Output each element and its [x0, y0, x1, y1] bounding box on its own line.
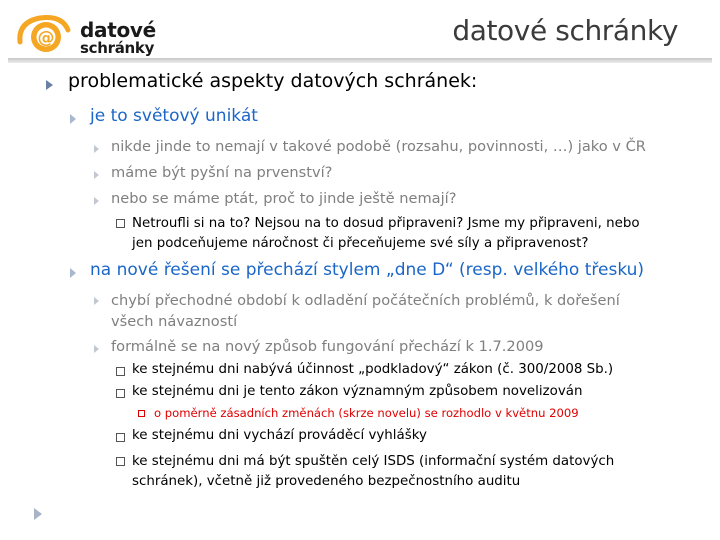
checkbox-bullet-icon: [116, 389, 125, 398]
bullet-triangle-icon: [70, 268, 76, 278]
bullet-level1: [46, 70, 477, 92]
bullet-triangle-icon: [46, 80, 53, 90]
logo-text-line1: datové: [80, 18, 156, 42]
bullet-text: ke stejnému dni nabývá účinnost „podkladový“ zákon (č. 300/2008 Sb.): [132, 362, 614, 377]
bullet-text: ke stejnému dni je tento zákon významným způsobem novelizován: [132, 384, 583, 399]
logo: [14, 12, 154, 60]
bullet-text-continuation: jen podceňujeme náročnost či přeceňujeme své síly a připravenost?: [132, 236, 589, 251]
bullet-level2: [70, 260, 644, 280]
bullet-level3: [94, 190, 456, 207]
bullet-level3: [94, 290, 620, 332]
at-sign-icon: [14, 12, 76, 56]
page-title: datové schránky: [452, 14, 678, 47]
bullet-text: chybí přechodné období k odladění počátečních problémů, k dořešení: [111, 292, 620, 309]
bullet-text: formálně se na nový způsob fungování přechází k 1.7.2009: [111, 338, 544, 355]
slide-nav-triangle-icon: [34, 508, 42, 520]
bullet-triangle-icon: [94, 171, 99, 179]
checkbox-bullet-icon: [116, 367, 125, 376]
svg-text:@: @: [37, 28, 55, 48]
bullet-triangle-icon: [94, 345, 99, 353]
bullet-level3: [94, 138, 646, 155]
bullet-text: ke stejnému dni má být spuštěn celý ISDS (informační systém datových: [132, 454, 615, 469]
bullet-level4: [116, 428, 427, 443]
bullet-level4: [116, 384, 582, 399]
checkbox-bullet-icon: [138, 410, 145, 417]
bullet-text: ke stejnému dni vychází prováděcí vyhlášky: [132, 428, 427, 443]
bullet-level4: [116, 214, 640, 254]
bullet-level4: [116, 452, 614, 492]
bullet-triangle-icon: [94, 145, 99, 153]
bullet-text-continuation: všech návazností: [111, 313, 238, 330]
bullet-text-continuation: schránek), včetně již provedeného bezpečnostního auditu: [132, 474, 521, 489]
checkbox-bullet-icon: [116, 457, 125, 466]
bullet-level4: [116, 362, 613, 377]
bullet-text: Netroufli si na to? Nejsou na to dosud připraveni? Jsme my připraveni, nebo: [132, 216, 640, 231]
bullet-text: nebo se máme ptát, proč to jinde ještě nemají?: [111, 190, 457, 207]
checkbox-bullet-icon: [116, 219, 125, 228]
logo-text-line2: schránky: [80, 39, 155, 57]
bullet-text: na nové řešení se přechází stylem „dne D“ (resp. velkého třesku): [90, 260, 645, 280]
bullet-text: máme být pyšní na prvenství?: [111, 164, 333, 181]
header-divider: [8, 58, 712, 63]
bullet-triangle-icon: [94, 197, 99, 205]
bullet-triangle-icon: [70, 114, 76, 124]
bullet-text: o poměrně zásadních změnách (skrze novelu) se rozhodlo v květnu 2009: [154, 406, 579, 420]
bullet-level5: [138, 406, 579, 420]
bullet-level3: [94, 164, 332, 181]
bullet-text: je to světový unikát: [90, 106, 258, 126]
bullet-text: problematické aspekty datových schránek:: [68, 70, 478, 92]
bullet-level2: [70, 106, 258, 126]
checkbox-bullet-icon: [116, 433, 125, 442]
bullet-triangle-icon: [94, 297, 99, 305]
bullet-level3: [94, 338, 544, 355]
bullet-text: nikde jinde to nemají v takové podobě (rozsahu, povinnosti, …) jako v ČR: [111, 138, 646, 155]
